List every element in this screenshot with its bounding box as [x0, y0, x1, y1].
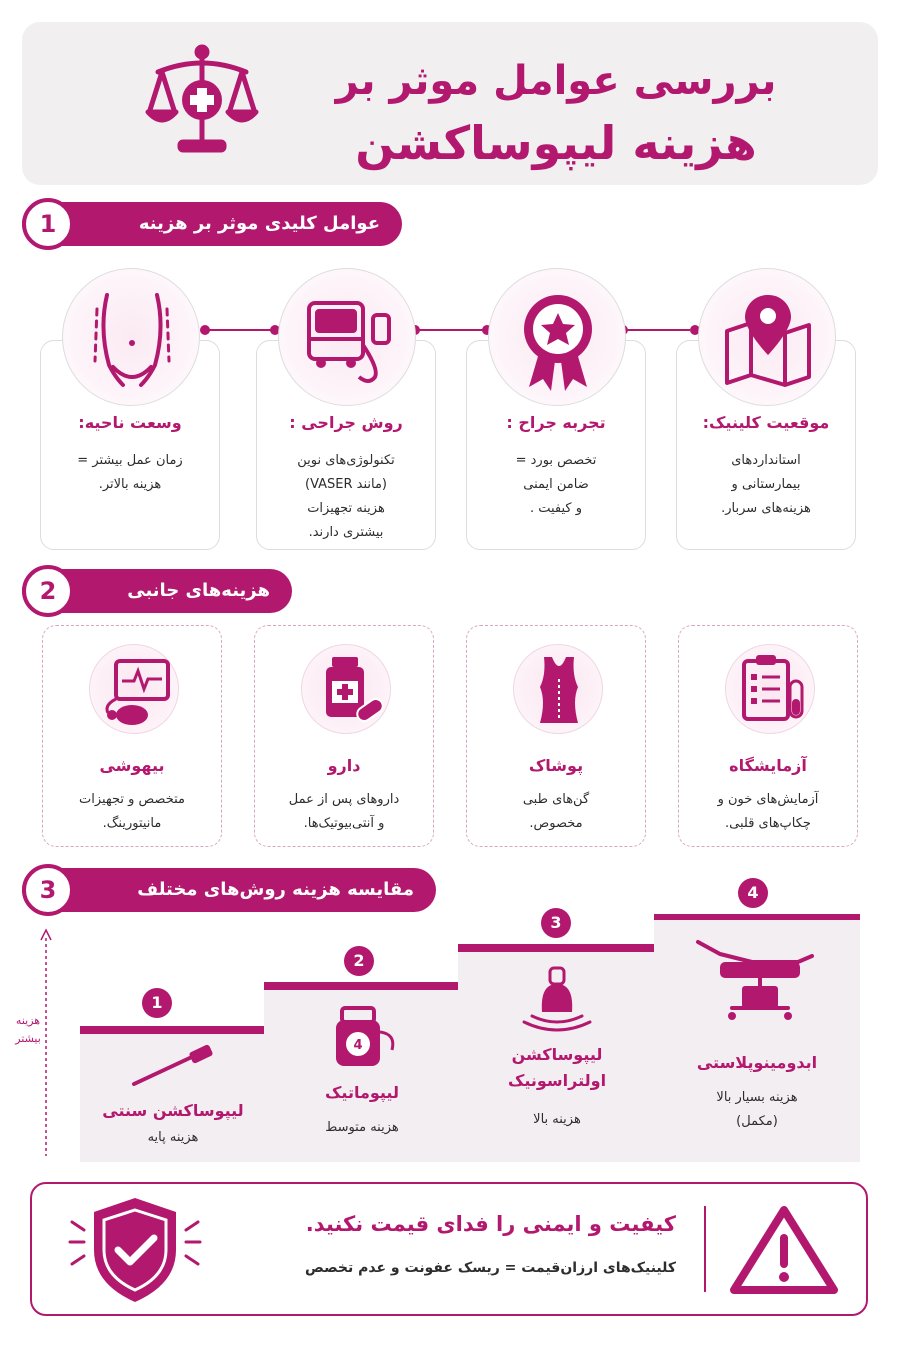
factor-card-body: [267, 449, 425, 545]
factor-card-title: وسعت ناحیه:: [78, 413, 182, 432]
cost-axis-label-line: هزینه: [15, 1014, 41, 1027]
method-step-4: [654, 914, 860, 1162]
method-step-sub: هزینه متوسط: [325, 1120, 399, 1135]
side-cost-icon-circle: [513, 644, 603, 734]
method-rank-badge: 3: [541, 908, 571, 938]
method-step-sub: هزینه پایه: [147, 1130, 199, 1145]
factor-card-body: [477, 449, 635, 521]
section3-header: [22, 868, 436, 912]
lipomatic-device-icon: [326, 1002, 400, 1072]
warning-note-box: [30, 1182, 868, 1316]
factor-card-line: تکنولوژی‌های نوین: [297, 453, 395, 468]
cost-axis-label: [8, 1012, 48, 1048]
method-step-title: لیپوساکشن سنتی: [102, 1101, 244, 1120]
factor-card-line: (مانند VASER): [304, 477, 388, 492]
side-cost-icon-circle: [301, 644, 391, 734]
factor-card-line: بیمارستانی و: [731, 477, 801, 492]
section2-title: هزینه‌های جانبی: [127, 580, 270, 601]
ultrasound-probe-icon: [516, 964, 598, 1036]
factor-card-line: تخصص بورد =: [515, 453, 597, 468]
svg-text:4: 4: [353, 1038, 363, 1053]
side-cost-line: مخصوص.: [529, 816, 583, 831]
factor-card-body: [51, 449, 209, 497]
section1-header: [22, 202, 402, 246]
side-cost-card-anesthesia: [42, 625, 222, 847]
side-cost-title: آزمایشگاه: [729, 756, 807, 775]
warning-subtitle: کلینیک‌های ارزان‌قیمت = ریسک عفونت و عدم تخصص: [305, 1260, 676, 1276]
clipboard-test-tube-icon: [726, 645, 816, 735]
method-step-bar: [458, 944, 656, 952]
connector-dot: [200, 325, 210, 335]
side-cost-body: [51, 788, 213, 836]
warning-triangle-icon: [724, 1202, 844, 1298]
section3-title: مقایسه هزینه روش‌های مختلف: [137, 879, 414, 900]
page-title-line2: هزینه لیپوساکشن: [355, 116, 757, 170]
method-step-3: [458, 944, 656, 1162]
anesthesia-monitor-icon: [90, 645, 180, 735]
map-pin-icon: [699, 269, 837, 407]
page-title-line1: بررسی عوامل موثر بر: [335, 58, 777, 104]
factor-card-line: و کیفیت .: [529, 501, 583, 516]
medicine-pills-icon: [302, 645, 392, 735]
side-cost-line: مانیتورینگ.: [102, 816, 162, 831]
side-cost-line: آزمایش‌های خون و: [717, 792, 819, 807]
vaser-device-icon: [279, 269, 417, 407]
body-contour-icon: [63, 269, 201, 407]
factor-card-line: هزینه بالاتر.: [98, 477, 162, 492]
method-step-bar: [80, 1026, 266, 1034]
method-step-1: [80, 1026, 266, 1162]
method-step-bar: [264, 982, 460, 990]
method-step-title: لیپوماتیک: [325, 1083, 399, 1102]
side-cost-card-garment: [466, 625, 646, 847]
factor-card-title: روش جراحی :: [289, 413, 403, 432]
method-step-2: [264, 982, 460, 1162]
side-cost-card-medicine: [254, 625, 434, 847]
side-cost-line: گن‌های طبی: [522, 792, 590, 807]
factor-card-line: ضامن ایمنی: [523, 477, 589, 492]
side-cost-line: داروهای پس از عمل: [288, 792, 400, 807]
factor-card-line: زمان عمل بیشتر =: [77, 453, 183, 468]
side-cost-title: بیهوشی: [99, 756, 165, 775]
factor-card-line: هزینه تجهیزات: [307, 501, 385, 516]
section1-number: 1: [22, 198, 74, 250]
side-cost-title: دارو: [327, 756, 361, 775]
side-cost-icon-circle: [89, 644, 179, 734]
cost-axis-label-line: بیشتر: [15, 1032, 41, 1045]
method-rank-badge: 1: [142, 988, 172, 1018]
section1-title: عوامل کلیدی موثر بر هزینه: [138, 213, 380, 234]
badge-star-icon: [489, 269, 627, 407]
section3-number: 3: [22, 864, 74, 916]
shield-check-icon: [50, 1192, 220, 1308]
method-rank-badge: 4: [738, 878, 768, 908]
side-cost-card-lab: [678, 625, 858, 847]
side-cost-body: [263, 788, 425, 836]
factor-icon-circle: [62, 268, 200, 406]
method-rank-badge: 2: [344, 946, 374, 976]
factor-card-line: هزینه‌های سربار.: [721, 501, 811, 516]
side-cost-icon-circle: [725, 644, 815, 734]
factor-card-line: بیشتری دارند.: [308, 525, 384, 540]
side-cost-line: چکاپ‌های قلبی.: [725, 816, 811, 831]
factor-icon-circle: [278, 268, 416, 406]
header-panel: [22, 22, 878, 185]
method-step-title: لیپوساکشن اولتراسونیک: [507, 1045, 607, 1090]
compression-garment-icon: [514, 645, 604, 735]
factor-card-title: تجربه جراح :: [506, 413, 606, 432]
surgical-bed-icon: [692, 932, 822, 1024]
warning-title: کیفیت و ایمنی را فدای قیمت نکنید.: [305, 1212, 676, 1236]
section2-header: [22, 569, 292, 613]
method-step-sub: هزینه بالا: [533, 1112, 581, 1127]
side-cost-title: پوشاک: [528, 756, 584, 775]
factor-icon-circle: [488, 268, 626, 406]
method-step-sub: هزینه بسیار بالا (مکمل): [716, 1090, 798, 1129]
factor-icon-circle: [698, 268, 836, 406]
cannula-icon: [128, 1044, 218, 1090]
side-cost-body: [475, 788, 637, 836]
warning-divider: [704, 1206, 706, 1292]
factor-card-line: استانداردهای: [731, 453, 801, 468]
scales-medical-icon: [142, 42, 262, 162]
side-cost-body: [687, 788, 849, 836]
side-cost-line: و آنتی‌بیوتیک‌ها.: [303, 816, 385, 831]
section2-number: 2: [22, 565, 74, 617]
side-cost-line: متخصص و تجهیزات: [79, 792, 185, 807]
factor-card-body: [687, 449, 845, 521]
method-step-title: ابدومینوپلاستی: [696, 1053, 818, 1072]
factor-card-title: موقعیت کلینیک:: [702, 413, 830, 432]
method-step-bar: [654, 914, 860, 920]
page-title: [276, 50, 836, 174]
